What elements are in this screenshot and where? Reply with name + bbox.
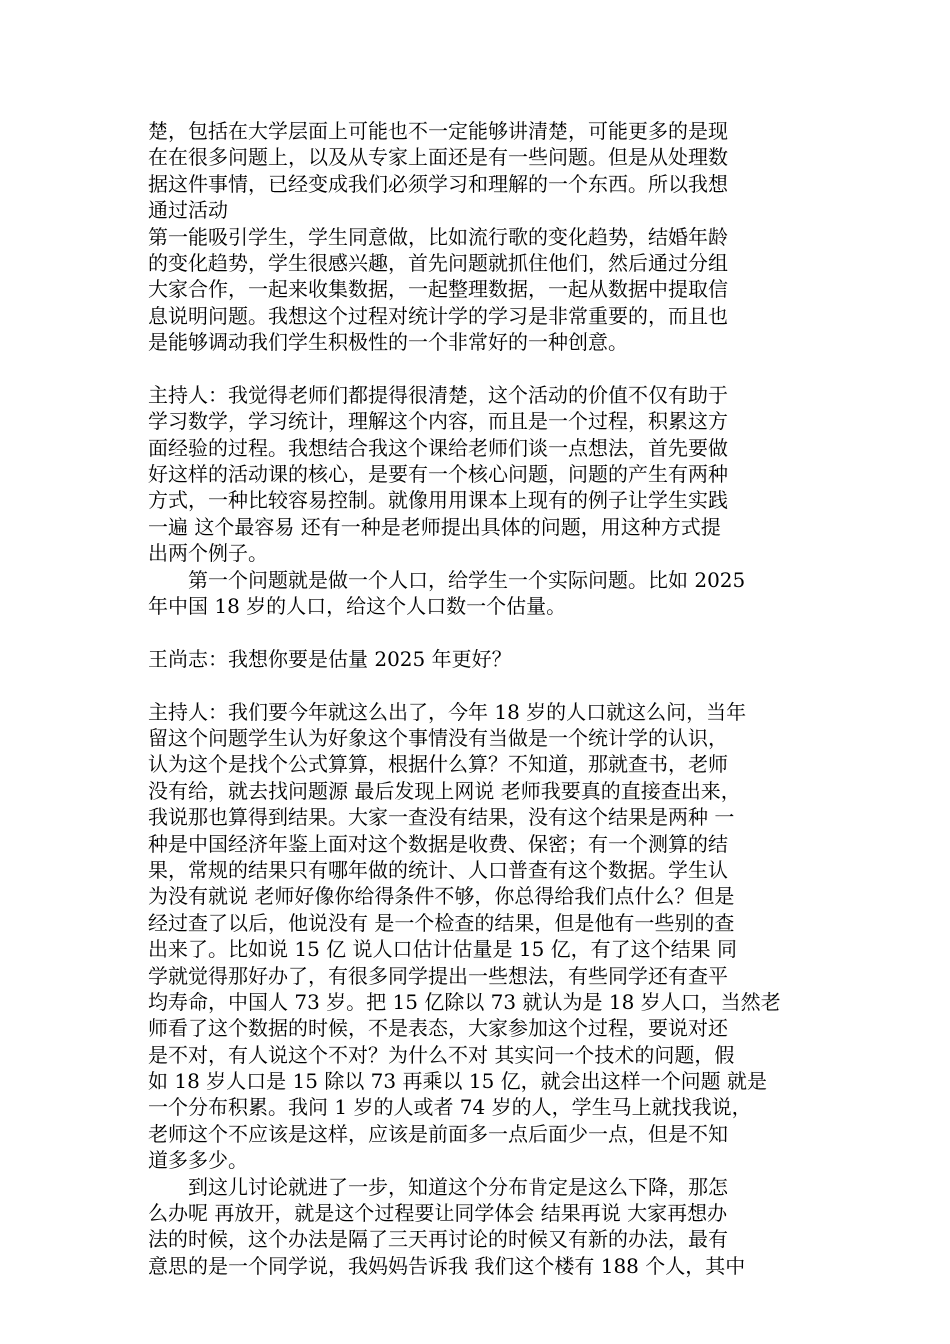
blank-line [148, 619, 808, 645]
text-line: 么办呢 再放开，就是这个过程要让同学体会 结果再说 大家再想办 [148, 1201, 728, 1226]
paragraph-4 [148, 567, 808, 620]
text-line: 为没有就说 老师好像你给得条件不够，你总得给我们点什么？但是 [148, 884, 735, 909]
paragraph-7 [148, 1174, 808, 1280]
paragraph-3 [148, 382, 808, 567]
text-line: 的变化趋势，学生很感兴趣，首先问题就抓住他们，然后通过分组 [148, 250, 728, 275]
text-line: 留这个问题学生认为好象这个事情没有当做是一个统计学的认识， [148, 725, 728, 750]
text-line: 出来了。比如说 15 亿 说人口估计估量是 15 亿，有了这个结果 同 [148, 937, 738, 962]
paragraph-2 [148, 224, 808, 356]
text-line: 师看了这个数据的时候，不是表态，大家参加这个过程，要说对还 [148, 1016, 728, 1041]
text-line: 楚，包括在大学层面上可能也不一定能够讲清楚，可能更多的是现 [148, 119, 728, 143]
text-line: 是不对，有人说这个不对？为什么不对 其实问一个技术的问题，假 [148, 1042, 735, 1067]
text-line: 在在很多问题上，以及从专家上面还是有一些问题。但是从处理数 [148, 145, 728, 170]
blank-line [148, 672, 808, 698]
text-line: 第一个问题就是做一个人口，给学生一个实际问题。比如 2025 [148, 567, 746, 592]
text-line: 经过查了以后，他说没有 是一个检查的结果，但是他有一些别的查 [148, 910, 735, 935]
text-line: 好这样的活动课的核心，是要有一个核心问题，问题的产生有两种 [148, 462, 728, 487]
text-line: 意思的是一个同学说，我妈妈告诉我 我们这个楼有 188 个人，其中 [148, 1253, 746, 1278]
text-line: 道多多少。 [148, 1148, 248, 1173]
text-line: 是能够调动我们学生积极性的一个非常好的一种创意。 [148, 330, 628, 355]
text-line: 一个分布积累。我问 1 岁的人或者 74 岁的人，学生马上就找我说， [148, 1095, 752, 1120]
text-line: 如 18 岁人口是 15 除以 73 再乘以 15 亿，就会出这样一个问题 就是 [148, 1069, 768, 1094]
text-line: 没有给，就去找问题源 最后发现上网说 老师我要真的直接查出来， [148, 778, 741, 803]
text-line: 老师这个不应该是这样，应该是前面多一点后面少一点，但是不知 [148, 1121, 728, 1146]
text-line: 学习数学，学习统计，理解这个内容，而且是一个过程，积累这方 [148, 409, 728, 434]
text-line: 出两个例子。 [148, 541, 268, 566]
paragraph-1 [148, 118, 808, 224]
text-line: 息说明问题。我想这个过程对统计学的学习是非常重要的，而且也 [148, 303, 728, 328]
text-line: 通过活动 [148, 198, 228, 223]
text-line: 认为这个是找个公式算算，根据什么算？不知道，那就查书，老师 [148, 752, 728, 777]
text-line: 主持人：我觉得老师们都提得很清楚，这个活动的价值不仅有助于 [148, 382, 728, 407]
document-page [148, 118, 808, 1279]
text-line: 大家合作，一起来收集数据，一起整理数据，一起从数据中提取信 [148, 277, 728, 302]
text-line: 年中国 18 岁的人口，给这个人口数一个估量。 [148, 594, 567, 619]
text-line: 法的时候，这个办法是隔了三天再讨论的时候又有新的办法，最有 [148, 1227, 728, 1252]
paragraph-5 [148, 646, 808, 672]
text-line: 学就觉得那好办了，有很多同学提出一些想法，有些同学还有查平 [148, 963, 728, 988]
text-line: 我说那也算得到结果。大家一查没有结果，没有这个结果是两种 一 [148, 805, 735, 830]
text-line: 第一能吸引学生，学生同意做，比如流行歌的变化趋势，结婚年龄 [148, 224, 728, 249]
text-line: 方式，一种比较容易控制。就像用用课本上现有的例子让学生实践 [148, 488, 728, 513]
text-line: 到这儿讨论就进了一步，知道这个分布肯定是这么下降，那怎 [148, 1174, 728, 1199]
paragraph-6 [148, 699, 808, 1174]
text-line: 均寿命，中国人 73 岁。把 15 亿除以 73 就认为是 18 岁人口，当然老 [148, 989, 781, 1014]
text-line: 一遍 这个最容易 还有一种是老师提出具体的问题，用这种方式提 [148, 514, 721, 539]
text-line: 主持人：我们要今年就这么出了，今年 18 岁的人口就这么问，当年 [148, 699, 747, 724]
blank-line [148, 356, 808, 382]
text-line: 果，常规的结果只有哪年做的统计、人口普查有这个数据。学生认 [148, 857, 728, 882]
text-line: 面经验的过程。我想结合我这个课给老师们谈一点想法，首先要做 [148, 435, 728, 460]
text-line: 种是中国经济年鉴上面对这个数据是收费、保密；有一个测算的结 [148, 831, 728, 856]
text-line: 据这件事情，已经变成我们必须学习和理解的一个东西。所以我想 [148, 171, 728, 196]
text-line: 王尚志：我想你要是估量 2025 年更好？ [148, 646, 512, 671]
